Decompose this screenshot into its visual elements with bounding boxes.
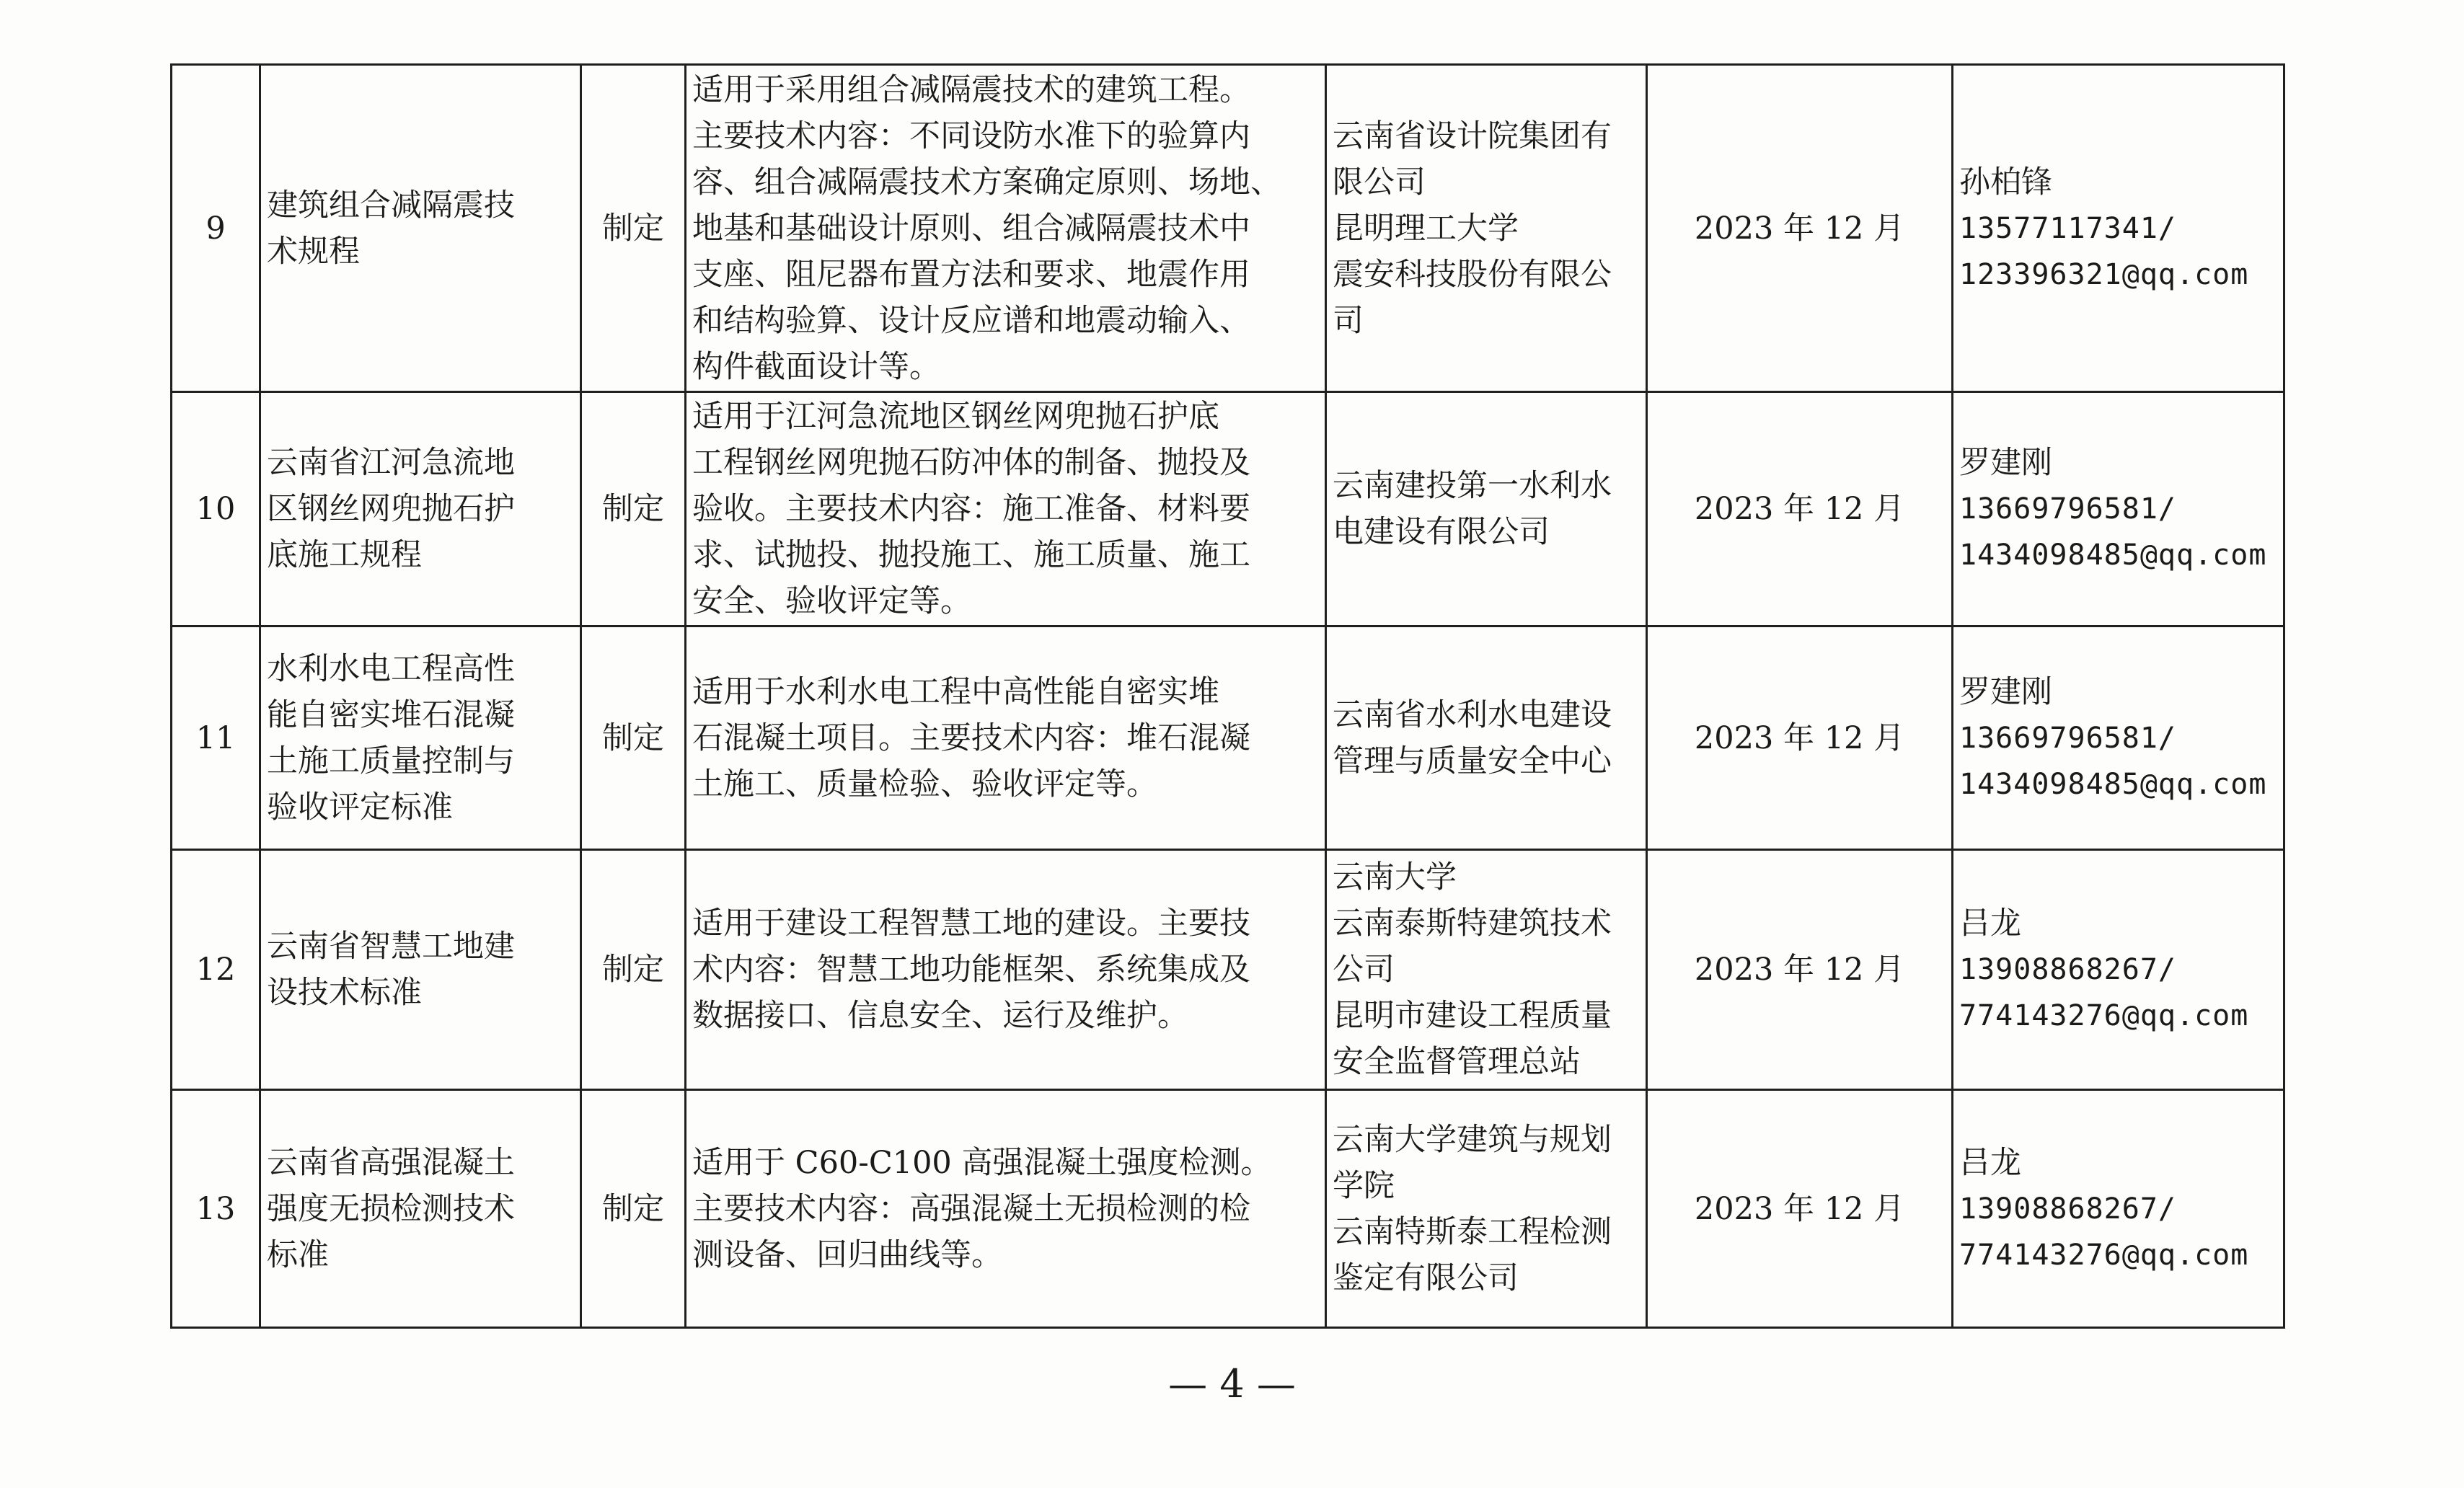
row-number: 12 bbox=[195, 952, 236, 988]
row-number: 13 bbox=[195, 1190, 236, 1227]
organization-line: 管理与质量安全中心 bbox=[1333, 743, 1612, 779]
scope-line: 地基和基础设计原则、组合减隔震技术中 bbox=[692, 210, 1250, 247]
contact-name: 吕龙 bbox=[1959, 905, 2021, 942]
organization-line: 司 bbox=[1333, 302, 1364, 339]
standard-name-line: 术规程 bbox=[267, 233, 360, 270]
scope-line: 适用于 C60-C100 高强混凝土强度检测。 bbox=[692, 1144, 1272, 1181]
standards-table bbox=[170, 63, 2285, 1329]
standard-name-cell bbox=[260, 65, 581, 392]
row-number-cell bbox=[172, 626, 260, 850]
scope-cell bbox=[686, 392, 1326, 626]
table-row bbox=[172, 1090, 2284, 1328]
organization-line: 震安科技股份有限公 bbox=[1333, 256, 1612, 293]
contact-phone: 13908868267/ bbox=[1959, 1192, 2176, 1226]
standard-name-cell bbox=[260, 626, 581, 850]
completion-date: 2023 年 12 月 bbox=[1694, 210, 1905, 247]
type-cell bbox=[581, 392, 686, 626]
date-cell bbox=[1647, 1090, 1953, 1328]
type-label: 制定 bbox=[602, 719, 664, 756]
type-label: 制定 bbox=[602, 491, 664, 527]
row-number: 10 bbox=[195, 491, 236, 527]
scope-cell bbox=[686, 626, 1326, 850]
standard-name-cell bbox=[260, 850, 581, 1090]
scope-cell bbox=[686, 65, 1326, 392]
date-cell bbox=[1647, 65, 1953, 392]
contact-name: 吕龙 bbox=[1959, 1144, 2021, 1181]
organization-line: 云南特斯泰工程检测 bbox=[1333, 1213, 1612, 1250]
row-number-cell bbox=[172, 850, 260, 1090]
standard-name-line: 能自密实堆石混凝 bbox=[267, 696, 515, 733]
table-row bbox=[172, 65, 2284, 392]
standard-name-line: 区钢丝网兜抛石护 bbox=[267, 491, 515, 527]
scope-line: 主要技术内容：不同设防水准下的验算内 bbox=[692, 118, 1250, 154]
contact-phone: 13908868267/ bbox=[1959, 953, 2176, 986]
standard-name-line: 设技术标准 bbox=[267, 975, 422, 1011]
scope-line: 土施工、质量检验、验收评定等。 bbox=[692, 766, 1157, 802]
contact-email: 123396321@qq.com bbox=[1959, 257, 2249, 291]
scope-line: 支座、阻尼器布置方法和要求、地震作用 bbox=[692, 256, 1250, 293]
scope-line: 数据接口、信息安全、运行及维护。 bbox=[692, 998, 1188, 1034]
standard-name-line: 底施工规程 bbox=[267, 537, 422, 573]
contact-name: 孙柏锋 bbox=[1959, 164, 2052, 200]
contact-cell bbox=[1953, 1090, 2284, 1328]
scope-line: 安全、验收评定等。 bbox=[692, 583, 971, 619]
completion-date: 2023 年 12 月 bbox=[1694, 1190, 1905, 1227]
contact-email: 1434098485@qq.com bbox=[1959, 767, 2267, 801]
organization-line: 云南大学建筑与规划 bbox=[1333, 1121, 1612, 1158]
standard-name-line: 强度无损检测技术 bbox=[267, 1190, 515, 1227]
contact-name: 罗建刚 bbox=[1959, 445, 2052, 481]
type-cell bbox=[581, 850, 686, 1090]
standard-name-line: 土施工质量控制与 bbox=[267, 743, 515, 779]
contact-cell bbox=[1953, 850, 2284, 1090]
standard-name-line: 水利水电工程高性 bbox=[267, 650, 515, 687]
organization-line: 电建设有限公司 bbox=[1333, 514, 1550, 550]
scope-line: 验收。主要技术内容：施工准备、材料要 bbox=[692, 491, 1250, 527]
type-label: 制定 bbox=[602, 952, 664, 988]
scope-line: 构件截面设计等。 bbox=[692, 348, 940, 385]
organization-cell bbox=[1326, 626, 1647, 850]
row-number: 11 bbox=[195, 719, 236, 756]
scope-line: 求、试抛投、抛投施工、施工质量、施工 bbox=[692, 537, 1250, 573]
row-number-cell bbox=[172, 392, 260, 626]
row-number-cell bbox=[172, 1090, 260, 1328]
organization-line: 云南省设计院集团有 bbox=[1333, 118, 1612, 154]
standard-name-line: 建筑组合减隔震技 bbox=[267, 187, 515, 223]
completion-date: 2023 年 12 月 bbox=[1694, 491, 1905, 527]
scope-line: 主要技术内容：高强混凝土无损检测的检 bbox=[692, 1190, 1250, 1227]
organization-cell bbox=[1326, 392, 1647, 626]
type-label: 制定 bbox=[602, 210, 664, 247]
table-row bbox=[172, 850, 2284, 1090]
date-cell bbox=[1647, 850, 1953, 1090]
page-number: — 4 — bbox=[1168, 1361, 1296, 1407]
organization-line: 安全监督管理总站 bbox=[1333, 1044, 1581, 1080]
type-label: 制定 bbox=[602, 1190, 664, 1227]
standard-name-line: 云南省高强混凝土 bbox=[267, 1144, 515, 1181]
scope-line: 石混凝土项目。主要技术内容：堆石混凝 bbox=[692, 719, 1250, 756]
table-body bbox=[172, 65, 2284, 1328]
organization-line: 云南建投第一水利水 bbox=[1333, 468, 1612, 504]
organization-line: 昆明理工大学 bbox=[1333, 210, 1519, 247]
scope-line: 适用于采用组合减隔震技术的建筑工程。 bbox=[692, 71, 1250, 108]
organization-cell bbox=[1326, 850, 1647, 1090]
organization-line: 云南省水利水电建设 bbox=[1333, 696, 1612, 733]
organization-line: 昆明市建设工程质量 bbox=[1333, 998, 1612, 1034]
type-cell bbox=[581, 65, 686, 392]
scope-line: 工程钢丝网兜抛石防冲体的制备、抛投及 bbox=[692, 445, 1250, 481]
contact-cell bbox=[1953, 65, 2284, 392]
contact-phone: 13669796581/ bbox=[1959, 721, 2176, 755]
completion-date: 2023 年 12 月 bbox=[1694, 719, 1905, 756]
scope-line: 适用于江河急流地区钢丝网兜抛石护底 bbox=[692, 399, 1219, 435]
scope-line: 术内容：智慧工地功能框架、系统集成及 bbox=[692, 952, 1250, 988]
contact-email: 774143276@qq.com bbox=[1959, 1238, 2249, 1272]
contact-phone: 13669796581/ bbox=[1959, 492, 2176, 526]
organization-line: 云南大学 bbox=[1333, 859, 1457, 895]
row-number: 9 bbox=[206, 210, 226, 247]
organization-line: 公司 bbox=[1333, 952, 1395, 988]
type-cell bbox=[581, 1090, 686, 1328]
contact-phone: 13577117341/ bbox=[1959, 211, 2176, 245]
scope-line: 容、组合减隔震技术方案确定原则、场地、 bbox=[692, 164, 1281, 200]
standard-name-cell bbox=[260, 392, 581, 626]
contact-email: 1434098485@qq.com bbox=[1959, 539, 2267, 572]
organization-line: 云南泰斯特建筑技术 bbox=[1333, 905, 1612, 942]
contact-name: 罗建刚 bbox=[1959, 673, 2052, 710]
organization-line: 鉴定有限公司 bbox=[1333, 1259, 1519, 1296]
contact-cell bbox=[1953, 392, 2284, 626]
standard-name-line: 云南省江河急流地 bbox=[267, 445, 515, 481]
completion-date: 2023 年 12 月 bbox=[1694, 952, 1905, 988]
standard-name-line: 云南省智慧工地建 bbox=[267, 929, 515, 965]
standard-name-cell bbox=[260, 1090, 581, 1328]
organization-line: 限公司 bbox=[1333, 164, 1426, 200]
scope-line: 适用于水利水电工程中高性能自密实堆 bbox=[692, 673, 1219, 710]
date-cell bbox=[1647, 392, 1953, 626]
scope-cell bbox=[686, 850, 1326, 1090]
organization-cell bbox=[1326, 1090, 1647, 1328]
contact-cell bbox=[1953, 626, 2284, 850]
standard-name-line: 标准 bbox=[267, 1236, 329, 1273]
row-number-cell bbox=[172, 65, 260, 392]
scope-line: 适用于建设工程智慧工地的建设。主要技 bbox=[692, 905, 1250, 942]
scope-cell bbox=[686, 1090, 1326, 1328]
table-row bbox=[172, 392, 2284, 626]
standard-name-line: 验收评定标准 bbox=[267, 789, 453, 825]
contact-email: 774143276@qq.com bbox=[1959, 999, 2249, 1032]
table-row bbox=[172, 626, 2284, 850]
organization-cell bbox=[1326, 65, 1647, 392]
type-cell bbox=[581, 626, 686, 850]
scope-line: 测设备、回归曲线等。 bbox=[692, 1236, 1002, 1273]
scope-line: 和结构验算、设计反应谱和地震动输入、 bbox=[692, 302, 1250, 339]
organization-line: 学院 bbox=[1333, 1167, 1395, 1204]
date-cell bbox=[1647, 626, 1953, 850]
